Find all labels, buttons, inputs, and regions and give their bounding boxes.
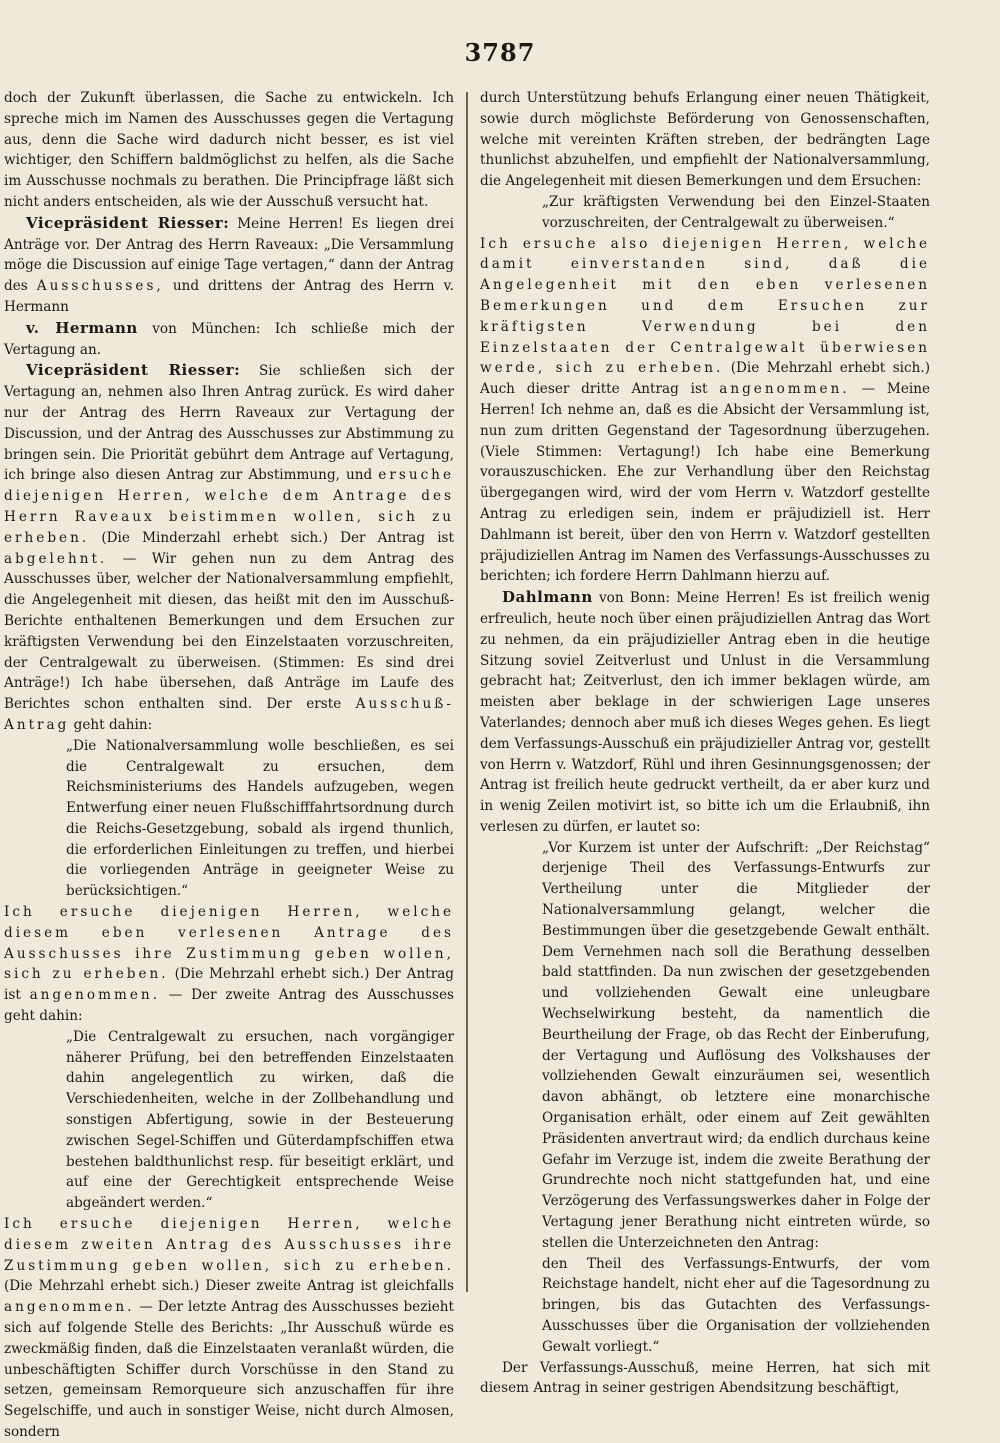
right-column [480,88,931,1397]
quoted-motion: „Die Nationalversammlung wolle beschließen, es sei die Centralgewalt zu ersuchen, dem Reichsministeriums des Handels aufzugeben, wegen Entwerfung einer neuen Flußschifffahrtsordnung durch die Reichs-Gesetzgebung, sobald als irgend thunlich, die erforderlichen Einleitungen zu treffen, und hierbei die vorliegenden Anträge in geeigneter Weise zu berücksichtigen.“ [66,737,454,900]
quoted-motion: „Vor Kurzem ist unter der Aufschrift: „Der Reichstag“ derjenige Theil des Verfassungs-Entwurfs zur Vertheilung unter die Mitglieder der Nationalversammlung gelangt, welcher die Bestimmungen über die gesetzgebende Gewalt enthält. Dem Vernehmen nach soll die Berathung desselben bald stattfinden. Da nun zwischen der gesetzgebenden und vollziehenden Gewalt eine unleugbare Wechselwirkung besteht, da namentlich die Beurtheilung der Frage, ob das Recht der Einberufung, der Vertagung und Auflösung des Volkshauses der vollziehenden Gewalt einzuräumen sei, wesentlich davon abhängt, ob letztere eine monarchische Organisation erhält, oder einem auf Zeit gewählten Präsidenten anvertraut wird; da endlich durchaus keine Gefahr im Verzuge ist, indem die zweite Berathung der Grundrechte noch nicht stattgefunden hat, und eine Verzögerung des Verfassungswerkes daher in Folge der Vertagung jener Berathung nicht eintreten würde, so stellen die Unterzeichneten den Antrag: [542,839,930,1251]
quoted-motion: „Die Centralgewalt zu ersuchen, nach vorgängiger näherer Prüfung, bei den betreffenden Einzelstaaten dahin angelegentlich zu wirken, daß die Verschiedenheiten, welche in der Zollbehandlung und sonstigen Abfertigung, sowie in der Besteuerung zwischen Segel-Schiffen und Güterdampfschiffen etwa bestehen baldthunlichst resp. für beseitigt erklärt, und auf eine der Gerechtigkeit entsprechende Weise abgeändert werden.“ [66,1028,454,1212]
quoted-motion: den Theil des Verfassungs-Entwurfs, der vom Reichstage handelt, nicht eher auf die Tagesordnung zu bringen, bis das Gutachten des Verfassungs-Ausschusses über die Organisation der vollziehenden Gewalt vorliegt.“ [542,1255,930,1355]
paragraph: Ich ersuche also diejenigen Herren, welche damit einverstanden sind, daß die Angelegenheit mit den eben verlesenen Bemerkungen und dem Ersuchen zur kräftigsten Verwendung bei den Einzelstaaten der Centralgewalt überwiesen werde, sich zu erheben. (Die Mehrzahl erhebt sich.) Auch dieser dritte Antrag ist angenommen. — Meine Herren! Ich nehme an, daß es die Absicht der Versammlung ist, nun zum dritten Gegenstand der Tagesordnung überzugehen. (Viele Stimmen: Vertagung!) Ich habe eine Bemerkung vorauszuschicken. Ehe zur Verhandlung über den Reichstag übergegangen wird, wird der vom Herrn v. Watzdorf gestellte Antrag zu erledigen sein, indem er präjudiziell ist. Herr Dahlmann ist bereit, über den von Herrn v. Watzdorf gestellten präjudiziellen Antrag im Namen des Verfassungs-Ausschusses zu berichten; ich fordere Herrn Dahlmann hierzu auf. [480,235,931,585]
paragraph: Der Verfassungs-Ausschuß, meine Herren, hat sich mit diesem Antrag in seiner gestrigen Abendsitzung beschäftigt, [480,1359,930,1397]
quoted-motion: „Zur kräftigsten Verwendung bei den Einzel-Staaten vorzuschreiten, der Centralgewalt zu überweisen.“ [542,193,930,231]
paragraph: doch der Zukunft überlassen, die Sache zu entwickeln. Ich spreche mich im Namen des Ausschusses gegen die Vertagung aus, denn die Sache wird dadurch nicht besser, es ist viel wichtiger, den Schiffern baldmöglichst zu helfen, als die Sache im Ausschusse nochmals zu berathen. Die Principfrage läßt sich nicht anders entscheiden, als wie der Ausschuß versucht hat. [4,90,454,210]
paragraph: v. Hermann von München: Ich schließe mich der Vertagung an. [4,318,454,358]
speaker-name: Vicepräsident Riesser: [26,213,230,232]
paragraph: Vicepräsident Riesser: Sie schließen sich der Vertagung an, nehmen also Ihren Antrag zurück. Es wird daher nur der Antrag des Herrn Raveaux zur Vertagung der Discussion, und der Antrag des Ausschusses zur Abstimmung zu bringen sein. Die Priorität gebührt dem Antrage auf Vertagung, ich bringe also diesen Antrag zur Abstimmung, und ersuche diejenigen Herren, welche dem Antrage des Herrn Raveaux beistimmen wollen, sich zu erheben. (Die Minderzahl erhebt sich.) Der Antrag ist abgelehnt. — Wir gehen nun zu dem Antrag des Ausschusses über, welcher der Nationalversammlung empfiehlt, die Angelegenheit mit diesen, das heißt mit den im Ausschuß-Berichte enthaltenen Bemerkungen und dem Ersuchen zur kräftigsten Verwendung bei den Einzelstaaten vorzuschreiten, der Centralgewalt zu überweisen. (Stimmen: Es sind drei Anträge!) Ich habe übersehen, daß Anträge im Laufe des Berichtes schon enthalten sind. Der erste Ausschuß-Antrag geht dahin: [4,361,455,733]
speaker-name: v. Hermann [26,318,138,337]
page-number: 3787 [464,38,536,67]
paragraph: Vicepräsident Riesser: Meine Herren! Es liegen drei Anträge vor. Der Antrag des Herrn Raveaux: „Die Versammlung möge die Discussion auf einige Tage vertagen,“ dann der Antrag des Ausschusses, und drittens der Antrag des Herrn v. Hermann [4,213,455,315]
paragraph: durch Unterstützung behufs Erlangung einer neuen Thätigkeit, sowie durch möglichste Beförderung von Genossenschaften, welche mit vereinten Kräften streben, der bedrängten Lage thunlichst abzuhelfen, und empfiehlt der Nationalversammlung, die Angelegenheit mit diesen Bemerkungen und dem Ersuchen: [480,90,930,190]
paragraph: Dahlmann von Bonn: Meine Herren! Es ist freilich wenig erfreulich, heute noch über einen präjudiziellen Antrag das Wort zu nehmen, da ein präjudizieller Antrag eben in die heutige Sitzung soviel Zeitverlust und Unlust in die Versammlung gebracht hat; Zeitverlust, den ich immer beklagen würde, am meisten aber beklage in der schwierigen Lage unseres Vaterlandes; dennoch aber muß ich dieses Weges gehen. Es liegt dem Verfassungs-Ausschuß ein präjudizieller Antrag vor, gestellt von Herrn v. Watzdorf, Rühl und ihren Gesinnungsgenossen; der Antrag ist freilich heute gedruckt vertheilt, da er aber kurz und in wenig Zeilen motivirt ist, so bitte ich um die Erlaubniß, ihn verlesen zu dürfen, er lautet so: [480,588,930,835]
paragraph: Ich ersuche diejenigen Herren, welche diesem zweiten Antrag des Ausschusses ihre Zustimmung geben wollen, sich zu erheben. (Die Mehrzahl erhebt sich.) Dieser zweite Antrag ist gleichfalls angenommen. — Der letzte Antrag des Ausschusses bezieht sich auf folgende Stelle des Berichts: „Ihr Ausschuß würde es zweckmäßig finden, daß die Einzelstaaten veranlaßt würden, die unbeschäftigten Schiffer durch Vorschüsse in den Stand zu setzen, gemeinsam Remorqueure sich anzuschaffen für ihre Segelschiffe, und auch in sonstiger Weise, nicht durch Almosen, sondern [4,1216,454,1440]
left-column [4,88,455,1440]
column-divider [466,92,468,1292]
paragraph: Ich ersuche diejenigen Herren, welche diesem eben verlesenen Antrage des Ausschusses ihre Zustimmung geben wollen, sich zu erheben. (Die Mehrzahl erhebt sich.) Der Antrag ist angenommen. — Der zweite Antrag des Ausschusses geht dahin: [4,904,455,1025]
speaker-name: Dahlmann [502,588,593,607]
speaker-name: Vicepräsident Riesser: [26,361,241,380]
